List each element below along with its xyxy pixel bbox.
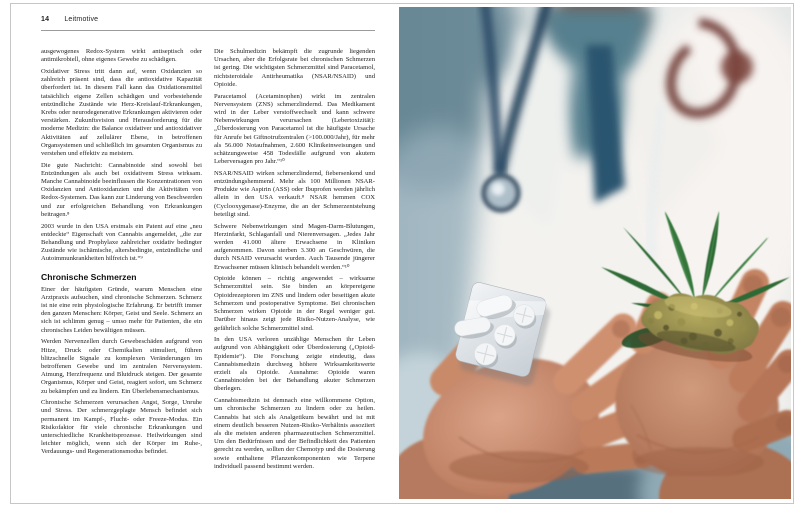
body-paragraph: Die gute Nachricht: Cannabinoide sind sowohl bei Entzündungen als auch bei oxidativem Stress wirksam. Manche Cannabinoide beeinflussen die Konzentrationen von Oxidanzien und Antioxidanzien und die Aktivitäten von Redox-Systemen. Das kann zur Linderung von Beschwerden und zur erfolgreichen Behandlung von Erkrankungen beitragen.⁸ [41, 161, 202, 218]
body-paragraph: Einer der häufigsten Gründe, warum Menschen eine Arztpraxis aufsuchen, sind chronische Schmerzen. Schmerz ist nie eine rein physiologische Erfahrung. Er betrifft immer den ganzen Menschen: Körper, Geist und Seele. Schmerz an sich ist schlimm genug – umso mehr für Patienten, die ein chronisches Leiden bewältigen müssen. [41, 285, 202, 334]
body-paragraph: Die Schulmedizin bekämpft die zugrunde liegenden Ursachen, aber die Erfolgsrate bei chronischen Schmerzen ist gering. Die wichtigsten Schmerzmittel sind Paracetamol, nichtsteroidale Antirheumatika (NSAR/NSAID) und Opioide. [214, 48, 375, 88]
body-paragraph: Werden Nervenzellen durch Gewebeschäden aufgrund von Hitze, Druck oder Chemikalien stimuliert, führen blitzschnelle Signale zu komplexen Veränderungen im betroffenen Gewebe und im zentralen Nervensystem. Atmung, Herzfrequenz und Blutdruck steigen. Der gesamte Organismus, Körper und Geist, reagiert sofort, um Schmerz zu bekämpfen und zu lindern. Ein Überlebensmechanismus. [41, 338, 202, 395]
body-paragraph: NSAR/NSAID wirken schmerzlindernd, fiebersenkend und entzündungshemmend. Mehr als 100 Millionen NSAR-Produkte wie Aspirin (ASS) oder Ibuprofen werden jährlich allein in den USA verkauft.⁸ NSAR hemmen COX (Cyclooxygenase)-Enzyme, die an der Schmerzentstehung beteiligt sind. [214, 169, 375, 218]
body-paragraph: 2003 wurde in den USA erstmals ein Patent auf eine „neu entdeckte“ Eigenschaft von Cannabis angemeldet, „die zur Behandlung und Prophylaxe zahlreicher oxidativ bedingter Zustände wie ischämische, altersbedingte, entzündliche und Autoimmunkrankheiten hilfreich ist.“⁹ [41, 222, 202, 263]
doctor-cannabis-vs-pills-photo [399, 7, 791, 499]
body-paragraph: Opioide können – richtig angewendet – wirksame Schmerzmittel sein. Sie binden an körpereigene Opioidrezeptoren im ZNS und lindern oder beseitigen akute Schmerzen und postoperative Symptome. Bei chronischen Schmerzen wirken Opioide in der Regel weniger gut. Darüber hinaus zeigt jede Risiko-Nutzen-Analyse, wie gefährlich solche Schmerzmittel sind. [214, 275, 375, 332]
body-paragraph: Cannabismedizin ist demnach eine willkommene Option, um chronische Schmerzen zu lindern oder zu heilen. Cannabis hat sich als Analgetikum bewährt und ist mit einem deutlich besseren Nutzen-Risiko-Verhältnis assoziiert als die meisten anderen pharmazeutischen Schmerzmittel. Um den Bedürfnissen und der Befindlichkeit des Patienten gerecht zu werden, sollten der Chemotyp und die Dosierung sowie enthaltene Pflanzenkomponenten wie Terpene individuell passend bestimmt werden. [214, 397, 375, 470]
section-title: Leitmotive [64, 16, 99, 23]
body-paragraph: Chronische Schmerzen verursachen Angst, Sorge, Unruhe und Stress. Der schmerzgeplagte Mensch befindet sich permanent im Kampf-, Flucht- oder Freeze-Modus. Ein Risikofaktor für viele chronische Erkrankungen und unterschiedliche Krankheitsprozesse. Heilwirkungen sind leichter möglich, wenn sich der Körper im Ruhe-, Verdauungs- und Regenerationsmodus befindet. [41, 399, 202, 456]
body-paragraph: Oxidativer Stress tritt dann auf, wenn Oxidanzien so zahlreich präsent sind, dass die antioxidative Kapazität überfordert ist. In diesem Fall kann das Oxidationsmittel tatsächlich eigene Zellen schädigen und vorbestehende entzündliche Zustände wie Herz-Kreislauf-Erkrankungen, Krebs oder neurodegenerative Erkrankungen aktivieren oder verstärken. Zukunftsvision und Herausforderung für die moderne Medizin: die Balance oxidativer und antioxidativer Aktivitäten auf zellulärer Ebene, in betroffenen Organsystemen und schließlich im gesamten Organismus zu verstehen und effektiv zu meistern. [41, 67, 202, 157]
body-paragraph: Schwere Nebenwirkungen sind Magen-Darm-Blutungen, Herzinfarkt, Schlaganfall und Nierenversagen. „Jedes Jahr werden 41.000 ältere Erwachsene in Kliniken aufgenommen. Davon sterben 3.300 an Geschwüren, die durch NSAID verursacht wurden. Auch Tausende jüngerer Erwachsener müssen klinisch behandelt werden.“¹⁰ [214, 222, 375, 271]
page-header [41, 16, 375, 31]
body-paragraph: Paracetamol (Acetaminophen) wirkt im zentralen Nervensystem (ZNS) schmerzlindernd. Das Medikament wird in der Leber verstoffwechselt und kann schwere Nebenwirkungen verursachen (Lebertoxizität): „Überdosierung von Paracetamol ist die häufigste Ursache für Anrufe bei Giftnotrufzentralen (>100.000/Jahr), für mehr als 56.000 Notaufnahmen, 2.600 Klinikeinweisungen und schätzungsweise 458 Todesfälle aufgrund von akutem Leberversagen pro Jahr.“¹⁰ [214, 92, 375, 166]
body-paragraph: In den USA verloren unzählige Menschen ihr Leben aufgrund von Abhängigkeit oder Überdosierung („Opioid-Epidemie“). Die Forschung zeigte eindeutig, dass Cannabismedizin durchweg höhere Wirksamkeitswerte erzielt als Opioide. Ausnahme: Opioide waren Cannabinoiden bei der Behandlung akuter Schmerzen überlegen. [214, 336, 375, 393]
text-column-1 [41, 48, 202, 500]
body-paragraph: ausgewogenes Redox-System wirkt antiseptisch oder antimikrobiell, ohne eigenes Gewebe zu schädigen. [41, 48, 202, 64]
article-body [41, 48, 375, 500]
page-number: 14 [41, 16, 50, 23]
left-page [11, 4, 403, 503]
section-heading: Chronische Schmerzen [41, 271, 137, 282]
book-page-spread [10, 3, 794, 504]
text-column-2 [214, 48, 375, 500]
photo-page [399, 7, 791, 499]
